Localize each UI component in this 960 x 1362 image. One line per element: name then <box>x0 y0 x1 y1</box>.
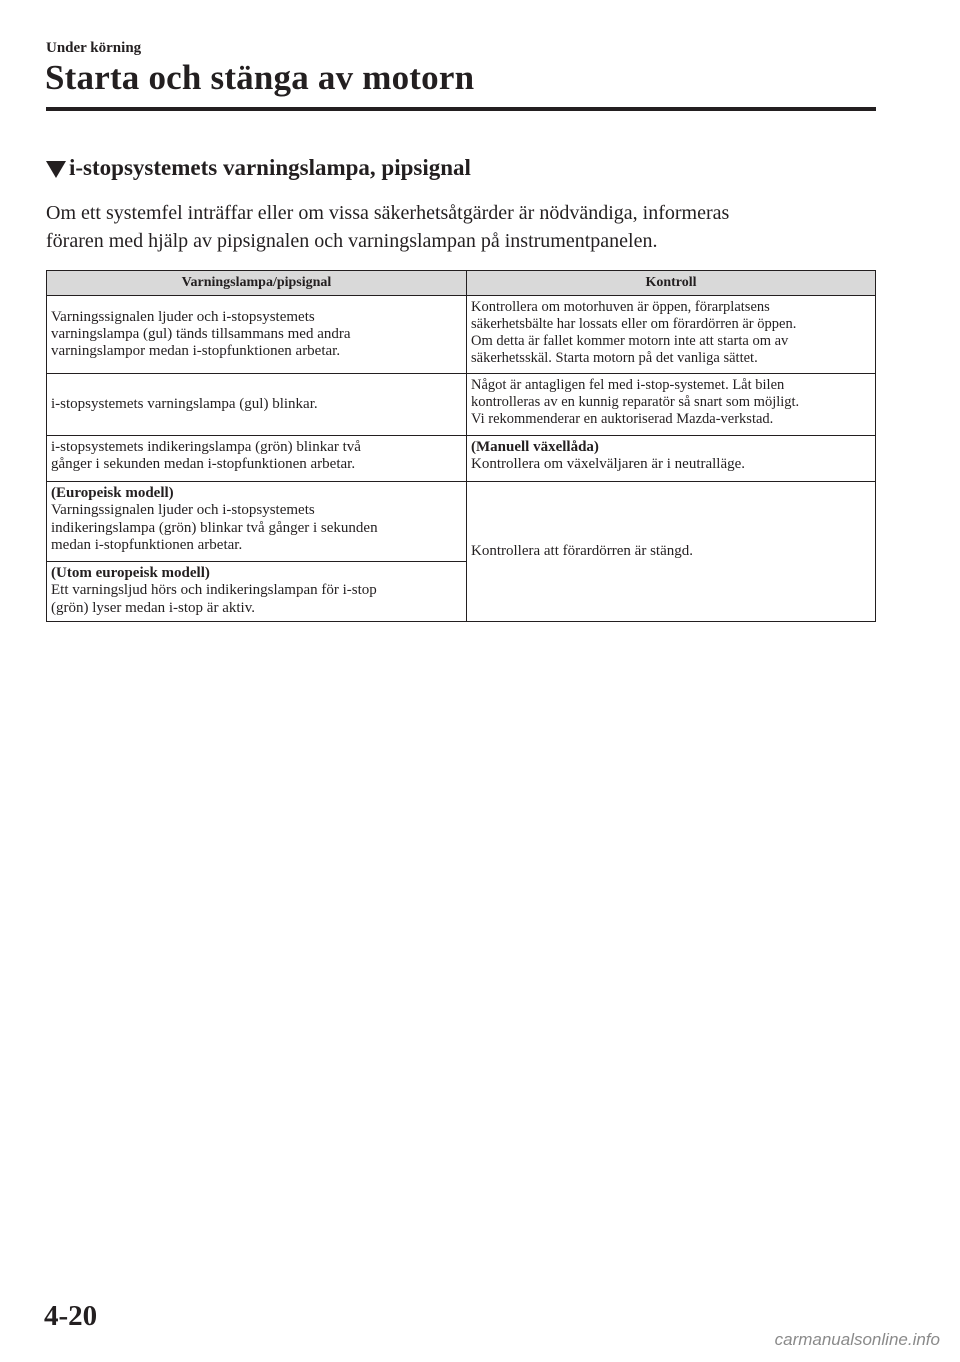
intro-line: Om ett systemfel inträffar eller om vissa säkerhetsåtgärder är nödvändiga, informeras <box>46 202 730 224</box>
chapter-label: Under körning <box>46 40 142 56</box>
cell-line: indikeringslampa (grön) blinkar två gånger i sekunden <box>51 519 378 536</box>
warning-cell <box>47 562 467 622</box>
table-row <box>47 482 876 562</box>
section-heading <box>46 155 471 181</box>
cell-subheading: (Manuell växellåda) <box>471 439 599 455</box>
warning-cell <box>47 436 467 482</box>
cell-line: i-stopsystemets varningslampa (gul) blinkar. <box>51 395 318 412</box>
cell-line: (grön) lyser medan i-stop är aktiv. <box>51 599 255 616</box>
page-number: 4-20 <box>44 1300 98 1332</box>
cell-line: Ett varningsljud hörs och indikeringslampan för i-stop <box>51 582 377 599</box>
table-header-row <box>47 271 876 296</box>
warning-table <box>46 270 876 622</box>
control-cell <box>467 296 876 374</box>
warning-cell <box>47 374 467 436</box>
cell-line: Varningssignalen ljuder och i-stopsystemets <box>51 502 315 519</box>
cell-line: medan i-stopfunktionen arbetar. <box>51 536 243 553</box>
cell-line: varningslampa (gul) tänds tillsammans med andra <box>51 325 351 342</box>
cell-line: Vi rekommenderar en auktoriserad Mazda-verkstad. <box>471 411 774 427</box>
triangle-down-icon <box>46 161 66 178</box>
column-header-warning: Varningslampa/pipsignal <box>47 271 467 296</box>
cell-line: säkerhetsskäl. Starta motorn på det vanliga sättet. <box>471 350 758 366</box>
cell-line: Något är antagligen fel med i-stop-systemet. Låt bilen <box>471 377 785 393</box>
intro-line: föraren med hjälp av pipsignalen och varningslampan på instrumentpanelen. <box>46 230 658 252</box>
cell-line: gånger i sekunden medan i-stopfunktionen arbetar. <box>51 456 356 473</box>
cell-line: säkerhetsbälte har lossats eller om förardörren är öppen. <box>471 316 797 332</box>
control-cell <box>467 436 876 482</box>
title-divider <box>46 107 876 111</box>
warning-cell <box>47 296 467 374</box>
control-cell <box>467 374 876 436</box>
cell-subheading: (Utom europeisk modell) <box>51 565 210 581</box>
warning-cell <box>47 482 467 562</box>
cell-line: i-stopsystemets indikeringslampa (grön) blinkar två <box>51 439 361 455</box>
table-row <box>47 296 876 374</box>
cell-line: Kontrollera om motorhuven är öppen, förarplatsens <box>471 299 770 315</box>
table-row <box>47 374 876 436</box>
watermark: carmanualsonline.info <box>774 1330 940 1349</box>
page-title: Starta och stänga av motorn <box>45 58 475 97</box>
section-heading-text: i-stopsystemets varningslampa, pipsignal <box>69 155 471 180</box>
table-row <box>47 436 876 482</box>
cell-line: Om detta är fallet kommer motorn inte att starta om av <box>471 333 789 349</box>
intro-paragraph <box>46 199 876 255</box>
cell-line: kontrolleras av en kunnig reparatör så snart som möjligt. <box>471 394 800 410</box>
cell-line: Kontrollera om växelväljaren är i neutralläge. <box>471 456 746 473</box>
cell-line: Kontrollera att förardörren är stängd. <box>471 542 693 559</box>
control-cell <box>467 482 876 622</box>
cell-line: varningslampor medan i-stopfunktionen arbetar. <box>51 343 341 360</box>
column-header-control: Kontroll <box>467 271 876 296</box>
cell-line: Varningssignalen ljuder och i-stopsystemets <box>51 308 315 325</box>
cell-subheading: (Europeisk modell) <box>51 485 174 501</box>
